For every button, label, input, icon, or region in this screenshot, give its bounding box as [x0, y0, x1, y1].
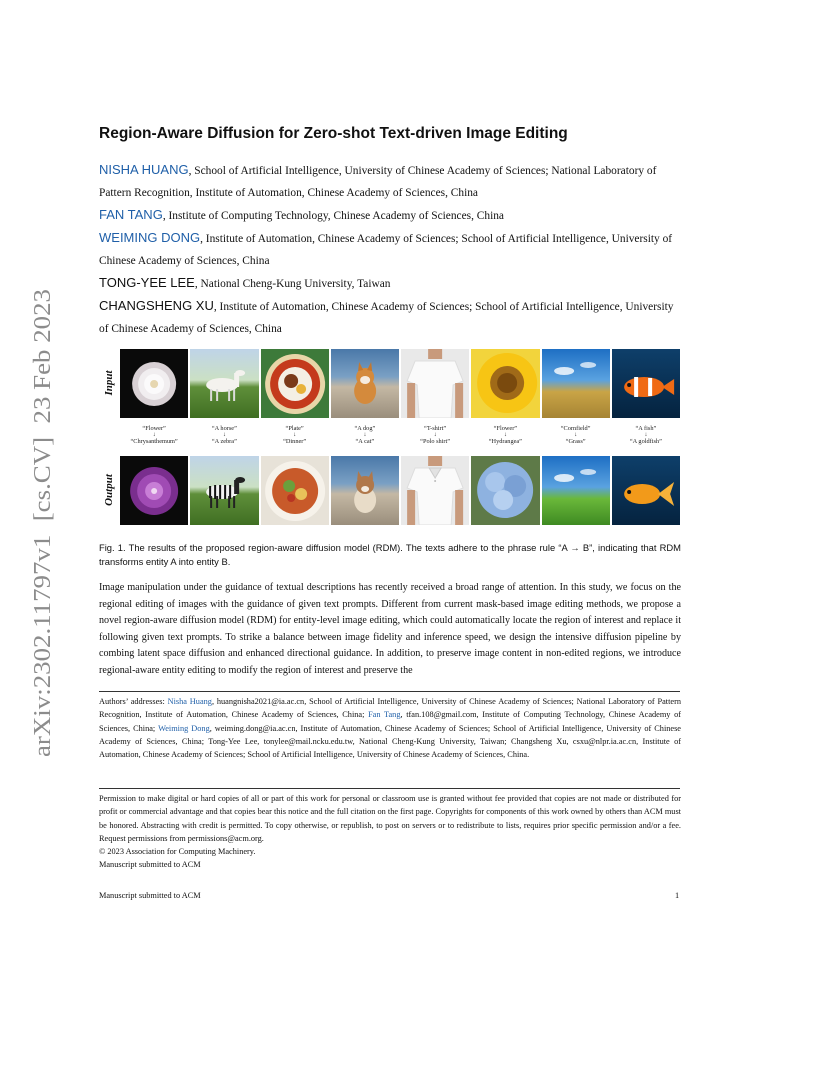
author-affiliation: , Institute of Automation, Chinese Academy of Sciences; School of Artificial Intelligence, University of Chinese Academy of Sciences, China [99, 301, 674, 335]
input-image-cornfield [542, 349, 610, 418]
phrase-pair: “A dog” ↓ “A cat” [354, 425, 376, 445]
input-image-horse [190, 349, 258, 418]
input-image-sunflower [471, 349, 539, 418]
input-row-label: Input [103, 370, 115, 396]
author-3 [99, 227, 681, 272]
author-1 [99, 159, 681, 204]
input-image-flower [120, 349, 188, 418]
phrase-pair: “Plate” ↓ “Dinner” [283, 425, 307, 445]
author-link[interactable]: Nisha Huang [167, 697, 212, 706]
output-image-grass [542, 456, 610, 525]
author-5 [99, 295, 681, 340]
output-image-goldfish [612, 456, 680, 525]
page-number: 1 [675, 891, 680, 900]
phrase-pair: “A fish” ↓ “A goldfish” [629, 425, 662, 445]
author-affiliation: , School of Artificial Intelligence, University of Chinese Academy of Sciences; National Laboratory of Pattern Recognition, Institute of Automation, Chinese Academy of Sciences, China [99, 165, 657, 199]
input-image-fish [612, 349, 680, 418]
phrase-pair: “Flower” ↓ “Hydrangea” [488, 425, 522, 445]
author-name-link[interactable]: FAN TANG [99, 207, 163, 222]
output-image-row [120, 456, 680, 525]
footer-left: Manuscript submitted to ACM [99, 891, 201, 900]
input-image-plate [261, 349, 329, 418]
arxiv-stamp-text: arXiv:2302.11797v1 [cs.CV] 23 Feb 2023 [29, 330, 56, 757]
phrase-pair: “Cornfield” ↓ “Grass” [560, 425, 591, 445]
author-name-link[interactable]: NISHA HUANG [99, 162, 189, 177]
phrase-pair: “A horse” ↓ “A zebra” [211, 425, 237, 445]
arxiv-stamp [22, 288, 62, 758]
author-affiliation: , Institute of Automation, Chinese Academy of Sciences; School of Artificial Intelligence, University of Chinese Academy of Sciences, China [99, 233, 673, 267]
input-image-row [120, 349, 680, 418]
footnote-rule [99, 691, 680, 692]
abstract: Image manipulation under the guidance of textual descriptions has recently received a broad range of attention. In this study, we focus on the regional editing of images with the guidance of given text prompts. Different from current mask-based image editing methods, we propose a novel region-aware diffusion model (RDM) for entity-level image editing, which could automatically locate the region of interest and replace it following given text prompts. To strike a balance between image fidelity and inference speed, we design the intensive diffusion pipeline by combing latent space diffusion and enhanced directional guidance. In addition, to preserve image content in non-edited regions, we introduce regional-aware entity editing to modify the region of interest and preserve the [99, 582, 681, 676]
paper-title: Region-Aware Diffusion for Zero-shot Text-driven Image Editing [99, 125, 568, 142]
permission-block [99, 792, 681, 872]
copyright-line: © 2023 Association for Computing Machinery. [99, 847, 256, 857]
author-link[interactable]: Weiming Dong [158, 723, 210, 733]
caption-row [120, 425, 680, 449]
figure-1 [99, 349, 680, 527]
phrase-pair: “Flower” ↓ “Chrysanthemum” [130, 425, 178, 445]
output-image-dinner [261, 456, 329, 525]
output-row-label: Output [103, 474, 115, 506]
author-name-link[interactable]: WEIMING DONG [99, 230, 201, 245]
permission-text: Permission to make digital or hard copies of all or part of this work for personal or classroom use is granted without fee provided that copies are not made or distributed for profit or commercial advantage and that copies bear this notice and the full citation on the first page. Copyrights for components of this work owned by others than ACM must be honored. Abstracting with credit is permitted. To copy otherwise, or republish, to post on servers or to redistribute to lists, requires prior specific permission and/or a fee. Request permissions from permissions@acm.org. [99, 794, 681, 843]
author-affiliation: , National Cheng-Kung University, Taiwan [194, 278, 391, 290]
output-image-polo-shirt [401, 456, 469, 525]
permission-rule [99, 788, 680, 789]
figure-caption: Fig. 1. The results of the proposed region-aware diffusion model (RDM). The texts adhere to the phrase rule “A → B”, indicating that RDM transforms entity A into entity B. [99, 542, 681, 567]
author-affiliation: , Institute of Computing Technology, Chinese Academy of Sciences, China [162, 210, 504, 222]
author-4 [99, 272, 681, 295]
author-list [99, 159, 681, 340]
output-image-chrysanthemum [120, 456, 188, 525]
output-image-zebra [190, 456, 258, 525]
input-image-dog [331, 349, 399, 418]
author-2 [99, 204, 681, 227]
author-addresses: Authors’ addresses: Nisha Huang, huangnisha2021@ia.ac.cn, School of Artificial Intelligence, University of Chinese Academy of Sciences; National Laboratory of Pattern Recognition, Institute of Automation, Chinese Academy of Sciences, China; Fan Tang, tfan.108@gmail.com, Institute of Computing Technology, Chinese Academy of Sciences, China; Weiming Dong, weiming.dong@ia.ac.cn, Institute of Automation, Chinese Academy of Sciences; School of Artificial Intelligence, University of Chinese Academy of Sciences, China; Tong-Yee Lee, tonylee@mail.ncku.edu.tw, National Cheng-Kung University, Taiwan; Changsheng Xu, csxu@nlpr.ia.ac.cn, Institute of Automation, Chinese Academy of Sciences; School of Artificial Intelligence, University of Chinese Academy of Sciences, China. [99, 697, 682, 760]
author-name: CHANGSHENG XU [99, 298, 214, 313]
output-image-cat [331, 456, 399, 525]
input-image-tshirt [401, 349, 469, 418]
manuscript-note: Manuscript submitted to ACM [99, 860, 201, 870]
author-name: TONG-YEE LEE [99, 275, 195, 290]
author-link[interactable]: Fan Tang [368, 710, 401, 720]
phrase-pair: “T-shirt” ↓ “Polo shirt” [420, 425, 451, 445]
output-image-hydrangea [471, 456, 539, 525]
